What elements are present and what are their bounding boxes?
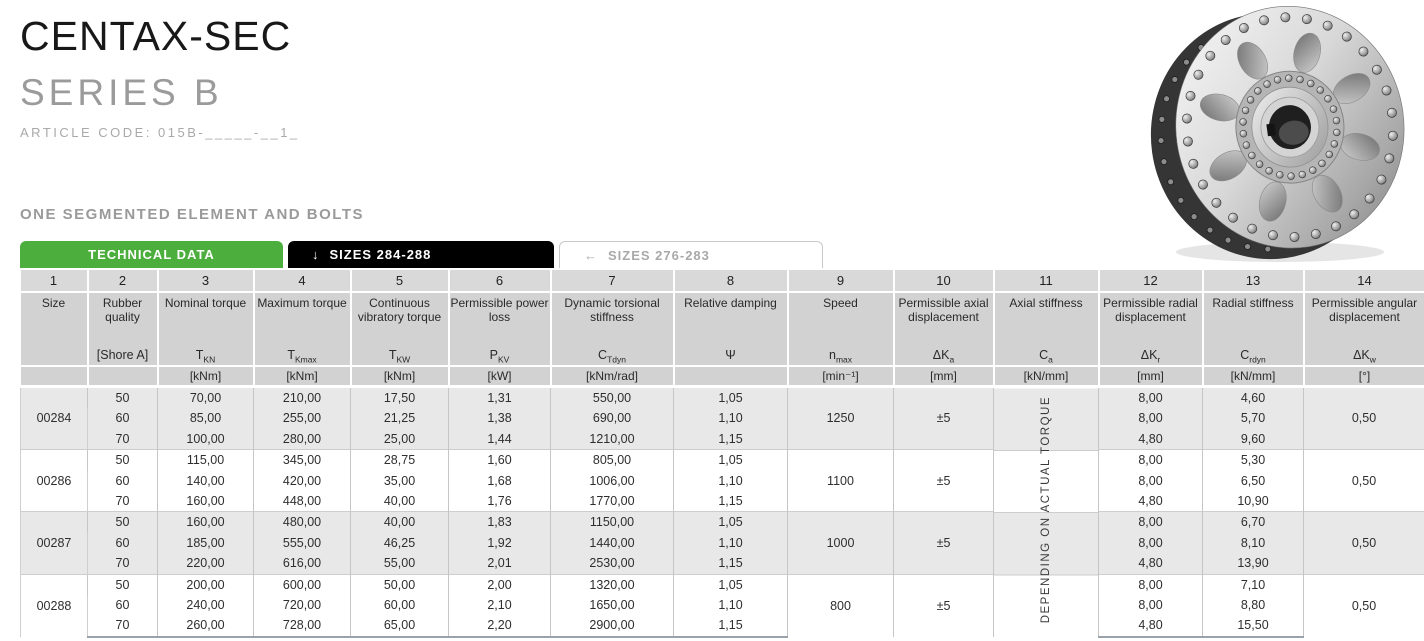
cell-vibratory-torque: 21,25	[351, 408, 449, 428]
cell-vibratory-torque: 17,50	[351, 387, 449, 409]
column-number: 5	[351, 270, 449, 292]
column-symbol: $P_{KV}$	[489, 348, 510, 365]
column-symbol: $n_{max}$	[828, 348, 852, 365]
cell-shore: 50	[88, 450, 158, 471]
cell-shore: 60	[88, 533, 158, 553]
cell-angular-displacement: 0,50	[1304, 512, 1424, 574]
column-title: Speed	[823, 296, 858, 310]
column-number: 4	[254, 270, 351, 292]
cell-shore: 70	[88, 491, 158, 512]
column-title: Permissible power loss	[450, 296, 549, 324]
page-subtitle: SERIES B	[20, 72, 223, 113]
cell-radial-displacement: 8,00	[1099, 574, 1203, 595]
cell-torsional-stiffness: 1650,00	[551, 595, 674, 615]
column-header	[1203, 292, 1304, 387]
column-symbol: $C_{rdyn}$	[1240, 348, 1266, 365]
cell-axial-displacement: ±5	[894, 574, 994, 637]
column-title: Nominal torque	[164, 296, 247, 310]
column-number: 11	[994, 270, 1099, 292]
cell-nominal-torque: 85,00	[158, 408, 254, 428]
cell-maximum-torque: 616,00	[254, 553, 351, 574]
column-number: 7	[551, 270, 674, 292]
column-symbol: $T_{Kmax}$	[287, 348, 317, 365]
table-row	[21, 512, 1424, 533]
table-row	[21, 533, 1424, 553]
column-header	[788, 292, 894, 387]
cell-power-loss: 2,01	[449, 553, 551, 574]
cell-radial-stiffness: 10,90	[1203, 491, 1304, 512]
cell-torsional-stiffness: 1440,00	[551, 533, 674, 553]
cell-damping: 1,15	[674, 615, 788, 636]
cell-torsional-stiffness: 690,00	[551, 408, 674, 428]
cell-shore: 50	[88, 512, 158, 533]
cell-power-loss: 1,38	[449, 408, 551, 428]
technical-data-table	[20, 270, 1424, 638]
column-unit: [mm]	[1100, 365, 1202, 385]
column-header	[254, 292, 351, 387]
column-unit: [kW]	[450, 365, 550, 385]
column-number: 13	[1203, 270, 1304, 292]
cell-axial-displacement: ±5	[894, 450, 994, 512]
cell-shore: 50	[88, 387, 158, 409]
column-header	[1099, 292, 1203, 387]
cell-axial-stiffness-note	[994, 387, 1099, 637]
cell-radial-stiffness: 15,50	[1203, 615, 1304, 636]
table-row	[21, 595, 1424, 615]
column-number: 9	[788, 270, 894, 292]
column-symbol: $C_{Tdyn}$	[598, 348, 626, 365]
column-number: 3	[158, 270, 254, 292]
cell-torsional-stiffness: 1150,00	[551, 512, 674, 533]
cell-vibratory-torque: 65,00	[351, 615, 449, 636]
cell-vibratory-torque: 25,00	[351, 429, 449, 450]
tab-label: SIZES 284-288	[329, 247, 432, 262]
cell-radial-stiffness: 6,70	[1203, 512, 1304, 533]
cell-radial-stiffness: 7,10	[1203, 574, 1304, 595]
cell-torsional-stiffness: 805,00	[551, 450, 674, 471]
cell-radial-stiffness: 9,60	[1203, 429, 1304, 450]
cell-shore: 70	[88, 615, 158, 636]
cell-vibratory-torque: 46,25	[351, 533, 449, 553]
column-header	[674, 292, 788, 387]
column-number: 1	[21, 270, 88, 292]
cell-radial-stiffness: 4,60	[1203, 387, 1304, 409]
column-unit: [kNm]	[352, 365, 448, 385]
column-title: Axial stiffness	[1009, 296, 1083, 310]
table-row	[21, 450, 1424, 471]
column-number: 12	[1099, 270, 1203, 292]
cell-maximum-torque: 255,00	[254, 408, 351, 428]
cell-nominal-torque: 70,00	[158, 387, 254, 409]
table-row	[21, 491, 1424, 512]
cell-angular-displacement: 0,50	[1304, 450, 1424, 512]
cell-torsional-stiffness: 2530,00	[551, 553, 674, 574]
tab-sizes-284-288[interactable]	[288, 241, 554, 268]
column-unit: [min⁻¹]	[789, 365, 893, 385]
cell-radial-displacement: 8,00	[1099, 450, 1203, 471]
cell-damping: 1,10	[674, 471, 788, 491]
cell-power-loss: 2,00	[449, 574, 551, 595]
cell-maximum-torque: 448,00	[254, 491, 351, 512]
column-number: 6	[449, 270, 551, 292]
table-head	[21, 270, 1424, 387]
cell-power-loss: 1,92	[449, 533, 551, 553]
cell-radial-displacement: 8,00	[1099, 471, 1203, 491]
column-title: Permissible angular displacement	[1311, 296, 1418, 324]
cell-power-loss: 2,20	[449, 615, 551, 636]
cell-vibratory-torque: 35,00	[351, 471, 449, 491]
cell-shore: 70	[88, 429, 158, 450]
column-header	[551, 292, 674, 387]
column-symbol: Ψ	[725, 348, 736, 362]
table-row	[21, 615, 1424, 636]
column-number: 10	[894, 270, 994, 292]
cell-damping: 1,10	[674, 408, 788, 428]
cell-radial-stiffness: 6,50	[1203, 471, 1304, 491]
cell-axial-displacement: ±5	[894, 512, 994, 574]
cell-speed: 800	[788, 574, 894, 637]
column-number-row	[21, 270, 1424, 292]
cell-damping: 1,15	[674, 553, 788, 574]
cell-size: 00288	[21, 574, 88, 637]
cell-radial-displacement: 4,80	[1099, 615, 1203, 636]
axial-stiffness-note: DEPENDING ON ACTUAL TORQUE	[1039, 395, 1052, 623]
column-title: Permissible radial displacement	[1103, 296, 1198, 324]
column-header	[894, 292, 994, 387]
column-unit: [kN/mm]	[1204, 365, 1303, 385]
cell-maximum-torque: 720,00	[254, 595, 351, 615]
column-unit	[89, 365, 157, 385]
cell-torsional-stiffness: 550,00	[551, 387, 674, 409]
table-row	[21, 387, 1424, 409]
cell-nominal-torque: 200,00	[158, 574, 254, 595]
cell-radial-stiffness: 8,80	[1203, 595, 1304, 615]
cell-maximum-torque: 728,00	[254, 615, 351, 636]
section-heading: ONE SEGMENTED ELEMENT AND BOLTS	[20, 206, 365, 223]
cell-power-loss: 1,31	[449, 387, 551, 409]
down-arrow-icon: ↓	[312, 247, 320, 262]
cell-power-loss: 1,68	[449, 471, 551, 491]
column-title: Permissible axial displacement	[898, 296, 989, 324]
column-unit: [kNm]	[159, 365, 253, 385]
column-symbol: $\Delta K_r$	[1140, 348, 1161, 365]
column-unit: [kN/mm]	[995, 365, 1098, 385]
cell-torsional-stiffness: 1210,00	[551, 429, 674, 450]
cell-maximum-torque: 280,00	[254, 429, 351, 450]
column-header	[449, 292, 551, 387]
cell-nominal-torque: 115,00	[158, 450, 254, 471]
cell-damping: 1,10	[674, 595, 788, 615]
table-row	[21, 574, 1424, 595]
column-title: Continuous vibratory torque	[357, 296, 442, 324]
tab-sizes-276-283[interactable]	[559, 241, 823, 268]
cell-damping: 1,05	[674, 574, 788, 595]
cell-nominal-torque: 160,00	[158, 491, 254, 512]
title-block	[20, 14, 300, 140]
cell-nominal-torque: 185,00	[158, 533, 254, 553]
column-number: 2	[88, 270, 158, 292]
cell-shore: 60	[88, 471, 158, 491]
cell-torsional-stiffness: 1006,00	[551, 471, 674, 491]
tab-technical-data[interactable]	[20, 241, 283, 268]
product-image	[1140, 0, 1424, 268]
cell-nominal-torque: 140,00	[158, 471, 254, 491]
column-title: Maximum torque	[257, 296, 347, 310]
cell-damping: 1,15	[674, 429, 788, 450]
column-header	[21, 292, 88, 387]
column-unit: [kNm/rad]	[552, 365, 673, 385]
cell-size: 00287	[21, 512, 88, 574]
column-header	[351, 292, 449, 387]
table-row	[21, 408, 1424, 428]
cell-radial-stiffness: 13,90	[1203, 553, 1304, 574]
column-unit: [mm]	[895, 365, 993, 385]
cell-nominal-torque: 160,00	[158, 512, 254, 533]
column-title: Dynamic torsional stiffness	[564, 296, 660, 324]
table-row	[21, 471, 1424, 491]
column-number: 8	[674, 270, 788, 292]
cell-power-loss: 2,10	[449, 595, 551, 615]
column-unit	[21, 365, 87, 385]
cell-nominal-torque: 220,00	[158, 553, 254, 574]
column-header	[994, 292, 1099, 387]
column-title: Size	[41, 296, 66, 310]
cell-torsional-stiffness: 1770,00	[551, 491, 674, 512]
cell-radial-displacement: 4,80	[1099, 553, 1203, 574]
column-header	[1304, 292, 1424, 387]
cell-power-loss: 1,44	[449, 429, 551, 450]
cell-maximum-torque: 345,00	[254, 450, 351, 471]
cell-radial-stiffness: 8,10	[1203, 533, 1304, 553]
cell-angular-displacement: 0,50	[1304, 387, 1424, 450]
cell-power-loss: 1,83	[449, 512, 551, 533]
cell-radial-displacement: 4,80	[1099, 429, 1203, 450]
cell-speed: 1250	[788, 387, 894, 450]
cell-axial-displacement: ±5	[894, 387, 994, 450]
cell-damping: 1,10	[674, 533, 788, 553]
cell-radial-displacement: 8,00	[1099, 512, 1203, 533]
cell-damping: 1,05	[674, 450, 788, 471]
column-title: Radial stiffness	[1212, 296, 1294, 310]
cell-angular-displacement: 0,50	[1304, 574, 1424, 637]
column-symbol: $T_{KN}$	[195, 348, 216, 365]
cell-damping: 1,05	[674, 387, 788, 409]
cell-vibratory-torque: 40,00	[351, 512, 449, 533]
cell-vibratory-torque: 55,00	[351, 553, 449, 574]
cell-vibratory-torque: 60,00	[351, 595, 449, 615]
cell-power-loss: 1,76	[449, 491, 551, 512]
cell-radial-displacement: 8,00	[1099, 387, 1203, 409]
column-symbol: $\Delta K_a$	[932, 348, 955, 365]
cell-nominal-torque: 100,00	[158, 429, 254, 450]
article-code: ARTICLE CODE: 015B-_____-__1_	[20, 125, 300, 140]
cell-power-loss: 1,60	[449, 450, 551, 471]
cell-shore: 50	[88, 574, 158, 595]
cell-radial-displacement: 8,00	[1099, 533, 1203, 553]
cell-torsional-stiffness: 2900,00	[551, 615, 674, 636]
cell-maximum-torque: 555,00	[254, 533, 351, 553]
cell-size: 00284	[21, 387, 88, 450]
cell-shore: 60	[88, 408, 158, 428]
cell-vibratory-torque: 40,00	[351, 491, 449, 512]
cell-maximum-torque: 210,00	[254, 387, 351, 409]
table-row	[21, 429, 1424, 450]
page-title: CENTAX-SEC	[20, 13, 292, 59]
cell-radial-displacement: 8,00	[1099, 408, 1203, 428]
tab-label: SIZES 276-283	[608, 247, 710, 263]
column-header	[88, 292, 158, 387]
column-header-row	[21, 292, 1424, 387]
cell-torsional-stiffness: 1320,00	[551, 574, 674, 595]
table-body	[21, 387, 1424, 637]
column-number: 14	[1304, 270, 1424, 292]
cell-maximum-torque: 480,00	[254, 512, 351, 533]
column-unit	[675, 365, 787, 385]
cell-maximum-torque: 600,00	[254, 574, 351, 595]
cell-radial-displacement: 8,00	[1099, 595, 1203, 615]
column-symbol: $C_a$	[1039, 348, 1053, 365]
cell-shore: 70	[88, 553, 158, 574]
cell-radial-stiffness: 5,70	[1203, 408, 1304, 428]
column-title: Relative damping	[684, 296, 777, 310]
column-symbol: $T_{KW}$	[388, 348, 411, 365]
column-symbol	[21, 348, 87, 365]
cell-vibratory-torque: 28,75	[351, 450, 449, 471]
tab-label: TECHNICAL DATA	[88, 247, 215, 262]
table-row	[21, 553, 1424, 574]
cell-size: 00286	[21, 450, 88, 512]
cell-nominal-torque: 240,00	[158, 595, 254, 615]
column-unit: [kNm]	[255, 365, 350, 385]
cell-nominal-torque: 260,00	[158, 615, 254, 636]
cell-maximum-torque: 420,00	[254, 471, 351, 491]
column-header	[158, 292, 254, 387]
column-title: Rubber quality	[102, 296, 143, 324]
cell-damping: 1,05	[674, 512, 788, 533]
cell-radial-displacement: 4,80	[1099, 491, 1203, 512]
cell-damping: 1,15	[674, 491, 788, 512]
tab-bar	[20, 241, 823, 268]
cell-speed: 1000	[788, 512, 894, 574]
cell-shore: 60	[88, 595, 158, 615]
cell-speed: 1100	[788, 450, 894, 512]
cell-radial-stiffness: 5,30	[1203, 450, 1304, 471]
left-arrow-icon: ←	[584, 247, 598, 263]
cell-vibratory-torque: 50,00	[351, 574, 449, 595]
column-symbol: $\Delta K_w$	[1353, 348, 1376, 365]
column-symbol: [Shore A]	[96, 348, 149, 362]
column-unit: [°]	[1305, 365, 1424, 385]
